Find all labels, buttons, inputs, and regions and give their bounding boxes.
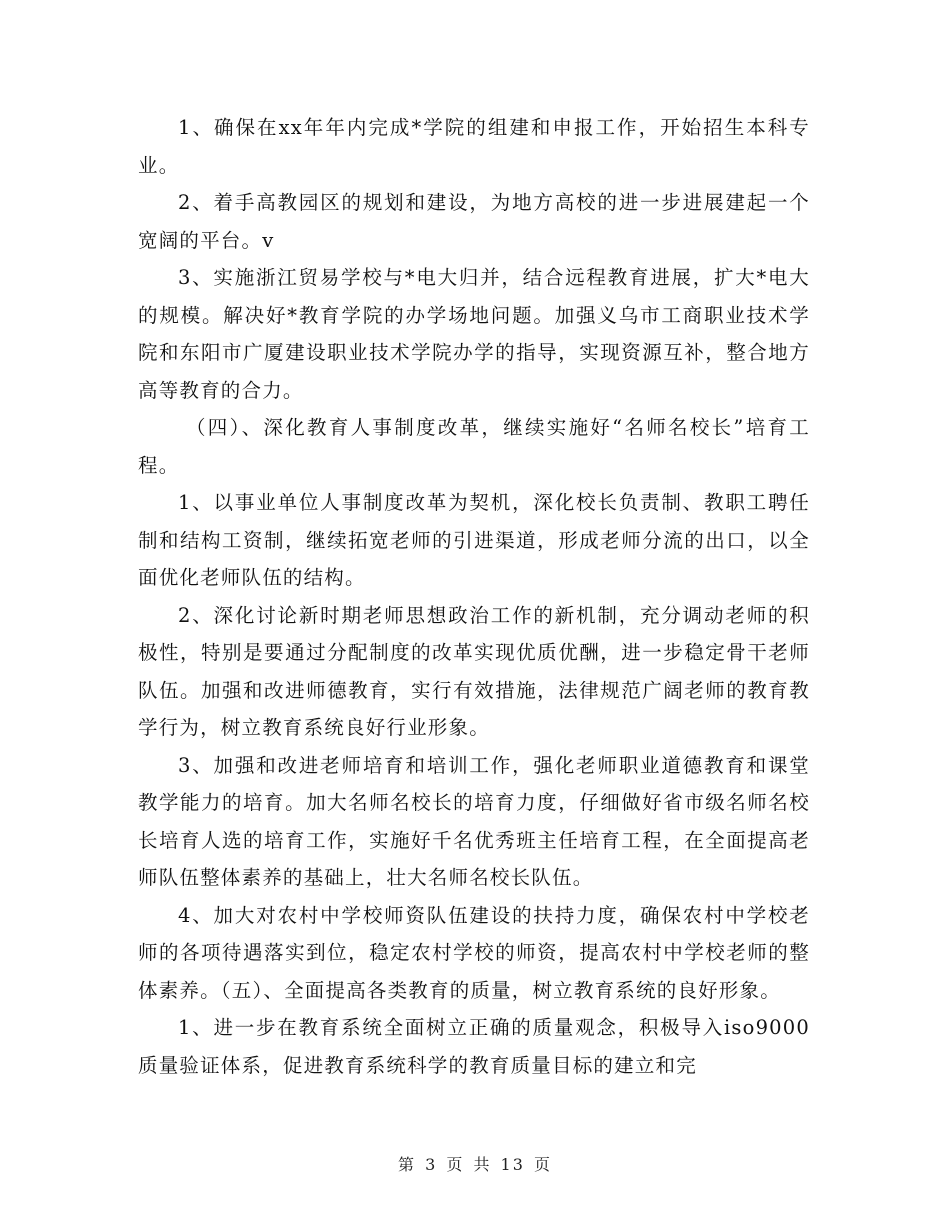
page-number-footer: 第 3 页 共 13 页 xyxy=(398,1155,552,1174)
paragraph-item-5-1: 1、进一步在教育系统全面树立正确的质量观念，积极导入iso9000质量验证体系，促进教育系统科学的教育质量目标的建立和完 xyxy=(138,1016,810,1077)
document-body xyxy=(138,109,810,1084)
paragraph-item-4-2: 2、深化讨论新时期老师思想政治工作的新机制，充分调动老师的积极性，特别是要通过分配制度的改革实现优质优酬，进一步稳定骨干老师队伍。加强和改进师德教育，实行有效措施，法律规范广阔老师的教育教学行为，树立教育系统良好行业形象。 xyxy=(138,603,810,739)
paragraph-item-3: 3、实施浙江贸易学校与*电大归并，结合远程教育进展，扩大*电大的规模。解决好*教育学院的办学场地问题。加强义乌市工商职业技术学院和东阳市广厦建设职业技术学院办学的指导，实现资源互补，整合地方高等教育的合力。 xyxy=(138,266,810,402)
section-heading-4: （四）、深化教育人事制度改革，继续实施好“名师名校长”培育工程。 xyxy=(138,416,810,477)
paragraph-item-1: 1、确保在xx年年内完成*学院的组建和申报工作，开始招生本科专业。 xyxy=(138,116,810,177)
paragraph-item-4-3: 3、加强和改进老师培育和培训工作，强化老师职业道德教育和课堂教学能力的培育。加大名师名校长的培育力度，仔细做好省市级名师名校长培育人选的培育工作，实施好千名优秀班主任培育工程，在全面提高老师队伍整体素养的基础上，壮大名师名校长队伍。 xyxy=(138,753,810,889)
paragraph-item-4-4: 4、加大对农村中学校师资队伍建设的扶持力度，确保农村中学校老师的各项待遇落实到位，稳定农村学校的师资，提高农村中学校老师的整体素养。（五）、全面提高各类教育的质量，树立教育系统的良好形象。 xyxy=(138,903,810,1002)
paragraph-item-4-1: 1、以事业单位人事制度改革为契机，深化校长负责制、教职工聘任制和结构工资制，继续拓宽老师的引进渠道，形成老师分流的出口，以全面优化老师队伍的结构。 xyxy=(138,491,810,589)
paragraph-item-2: 2、着手高教园区的规划和建设，为地方高校的进一步进展建起一个宽阔的平台。v xyxy=(138,191,810,252)
